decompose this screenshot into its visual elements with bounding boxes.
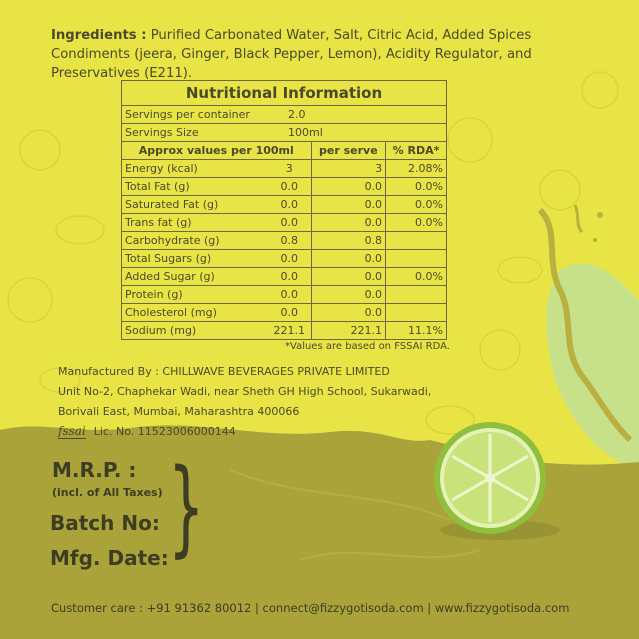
table-row	[122, 196, 447, 214]
nutrient-per-100ml: 0.0	[268, 250, 311, 268]
batch-label: Batch No:	[50, 511, 160, 535]
nutrition-table	[121, 80, 447, 340]
nutrient-rda: 0.0%	[386, 196, 447, 214]
nutrient-name: Total Fat (g)	[122, 178, 269, 196]
servings-per-container-label: Servings per container	[122, 106, 269, 124]
nutrient-name: Energy (kcal)	[122, 160, 269, 178]
nutrient-per-100ml: 0.0	[268, 196, 311, 214]
nutrient-per-serve: 221.1	[311, 322, 385, 340]
nutrient-name: Carbohydrate (g)	[122, 232, 269, 250]
nutrient-rda	[386, 232, 447, 250]
nutrient-per-100ml: 0.0	[268, 268, 311, 286]
table-row	[122, 268, 447, 286]
rda-footnote: *Values are based on FSSAI RDA.	[285, 341, 450, 352]
nutrient-per-serve: 3	[311, 160, 385, 178]
nutrient-per-serve: 0.0	[311, 196, 385, 214]
nutrient-per-serve: 0.8	[311, 232, 385, 250]
nutrient-per-100ml: 3	[268, 160, 311, 178]
ingredients-list: Purified Carbonated Water, Salt, Citric Acid, Added Spices Condiments (jeera, Ginger, Black Pepper, Lemon), Acidity Regulator, and Preservatives (E211).	[51, 28, 532, 81]
table-row	[122, 286, 447, 304]
address-line-1: Unit No-2, Chaphekar Wadi, near Sheth GH High School, Sukarwadi,	[58, 385, 432, 398]
table-row	[122, 250, 447, 268]
table-row	[122, 178, 447, 196]
mrp-label: M.R.P. :	[52, 458, 137, 482]
nutrient-rda: 11.1%	[386, 322, 447, 340]
header-per-100ml: Approx values per 100ml	[122, 142, 312, 160]
table-row	[122, 160, 447, 178]
nutrient-name: Total Sugars (g)	[122, 250, 269, 268]
nutrient-rda: 0.0%	[386, 178, 447, 196]
table-row	[122, 214, 447, 232]
ingredients-text	[51, 26, 611, 83]
manufacturer-name: CHILLWAVE BEVERAGES PRIVATE LIMITED	[158, 365, 390, 378]
fssai-logo-icon: fssai	[58, 424, 86, 438]
serving-size-value: 100ml	[268, 124, 447, 142]
servings-per-container-value: 2.0	[268, 106, 447, 124]
nutrient-rda: 0.0%	[386, 214, 447, 232]
mrp-subtext: (incl. of All Taxes)	[52, 486, 163, 499]
nutrient-per-100ml: 0.0	[268, 178, 311, 196]
customer-care-line: Customer care : +91 91362 80012 | connect@fizzygotisoda.com | www.fizzygotisoda.com	[51, 601, 570, 615]
nutrient-per-serve: 0.0	[311, 214, 385, 232]
header-rda: % RDA*	[386, 142, 447, 160]
nutrient-per-100ml: 221.1	[268, 322, 311, 340]
nutrient-name: Saturated Fat (g)	[122, 196, 269, 214]
nutrient-per-100ml: 0.0	[268, 304, 311, 322]
nutrient-per-serve: 0.0	[311, 268, 385, 286]
license-number: Lic. No. 11523006000144	[93, 425, 236, 438]
table-row	[122, 322, 447, 340]
nutrient-per-serve: 0.0	[311, 178, 385, 196]
nutrition-title: Nutritional Information	[122, 81, 447, 106]
header-per-serve: per serve	[311, 142, 385, 160]
fssai-license	[58, 424, 236, 439]
nutrient-per-serve: 0.0	[311, 250, 385, 268]
table-row	[122, 304, 447, 322]
nutrient-rda	[386, 250, 447, 268]
nutrient-name: Trans fat (g)	[122, 214, 269, 232]
manufacturer-label: Manufactured By :	[58, 365, 159, 378]
table-row	[122, 232, 447, 250]
nutrient-name: Added Sugar (g)	[122, 268, 269, 286]
nutrient-rda	[386, 304, 447, 322]
nutrient-per-100ml: 0.0	[268, 214, 311, 232]
ingredients-label: Ingredients :	[51, 28, 147, 43]
nutrient-name: Cholesterol (mg)	[122, 304, 269, 322]
nutrient-per-100ml: 0.0	[268, 286, 311, 304]
nutrient-name: Protein (g)	[122, 286, 269, 304]
nutrient-per-serve: 0.0	[311, 286, 385, 304]
nutrient-per-serve: 0.0	[311, 304, 385, 322]
curly-brace: }	[168, 446, 205, 568]
mfg-date-label: Mfg. Date:	[50, 546, 169, 570]
nutrient-name: Sodium (mg)	[122, 322, 269, 340]
manufacturer-block	[58, 362, 431, 422]
nutrient-rda: 2.08%	[386, 160, 447, 178]
address-line-2: Borivali East, Mumbai, Maharashtra 400066	[58, 405, 300, 418]
nutrient-rda: 0.0%	[386, 268, 447, 286]
nutrient-per-100ml: 0.8	[268, 232, 311, 250]
nutrient-rda	[386, 286, 447, 304]
serving-size-label: Servings Size	[122, 124, 269, 142]
